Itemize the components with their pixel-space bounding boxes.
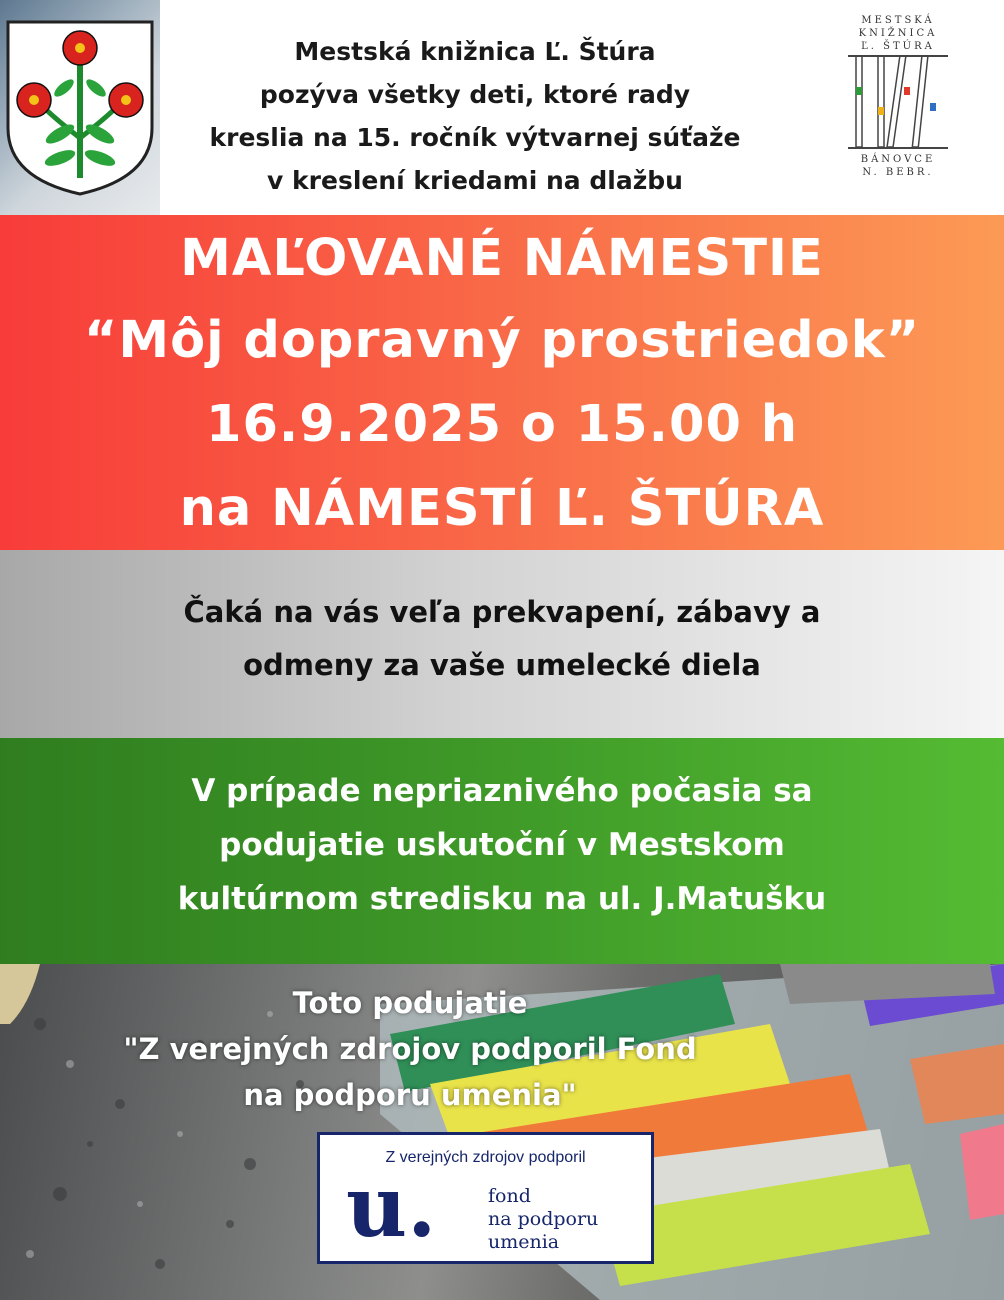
library-logo-text: MESTSKÁ bbox=[861, 15, 935, 26]
fund-logo-mark: u. bbox=[346, 1157, 437, 1256]
weather-line: V prípade nepriaznivého počasia sa bbox=[191, 773, 813, 809]
chalk-photo-section bbox=[0, 964, 1004, 1300]
header bbox=[0, 0, 1004, 215]
support-line: Toto podujatie bbox=[292, 986, 528, 1020]
headline-date: 16.9.2025 o 15.00 h bbox=[205, 395, 799, 454]
fund-logo-name bbox=[488, 1185, 598, 1254]
fund-logo-line: na podporu bbox=[488, 1208, 599, 1230]
fund-logo-line: fond bbox=[488, 1185, 531, 1207]
library-logo-mark bbox=[848, 55, 948, 153]
headline-band bbox=[0, 215, 1004, 550]
header-line: kreslia na 15. ročník výtvarnej súťaže bbox=[209, 123, 741, 152]
info-line: odmeny za vaše umelecké diela bbox=[243, 648, 761, 682]
coat-of-arms-icon bbox=[4, 18, 156, 198]
library-logo-text: KNIŽNICA bbox=[858, 28, 938, 39]
fund-logo-caption: Z verejných zdrojov podporil bbox=[385, 1149, 586, 1166]
weather-line: kultúrnom stredisku na ul. J.Matušku bbox=[177, 881, 827, 917]
coat-of-arms-panel bbox=[0, 0, 160, 215]
info-line: Čaká na vás veľa prekvapení, zábavy a bbox=[183, 595, 821, 629]
header-line: v kreslení kriedami na dlažbu bbox=[267, 166, 683, 195]
headline-place: na NÁMESTÍ Ľ. ŠTÚRA bbox=[179, 479, 825, 538]
support-line: na podporu umenia" bbox=[243, 1078, 577, 1112]
library-logo-text: BÁNOVCE bbox=[860, 154, 936, 165]
support-line: "Z verejných zdrojov podporil Fond bbox=[123, 1032, 697, 1066]
info-band bbox=[0, 550, 1004, 738]
library-logo-text: Ľ. ŠTÚRA bbox=[861, 41, 935, 52]
library-logo-text: N. BEBR. bbox=[862, 167, 934, 178]
weather-line: podujatie uskutoční v Mestskom bbox=[219, 827, 785, 863]
library-logo-icon bbox=[846, 14, 950, 190]
fund-logo bbox=[317, 1132, 654, 1264]
headline-theme: “Môj dopravný prostriedok” bbox=[83, 311, 921, 370]
weather-band bbox=[0, 738, 1004, 964]
header-line: Mestská knižnica Ľ. Štúra bbox=[294, 37, 656, 66]
header-invitation bbox=[170, 30, 780, 202]
fund-logo-line: umenia bbox=[488, 1231, 560, 1253]
header-line: pozýva všetky deti, ktoré rady bbox=[259, 80, 691, 109]
support-statement bbox=[90, 980, 730, 1118]
headline-title: MAĽOVANÉ NÁMESTIE bbox=[180, 229, 824, 288]
